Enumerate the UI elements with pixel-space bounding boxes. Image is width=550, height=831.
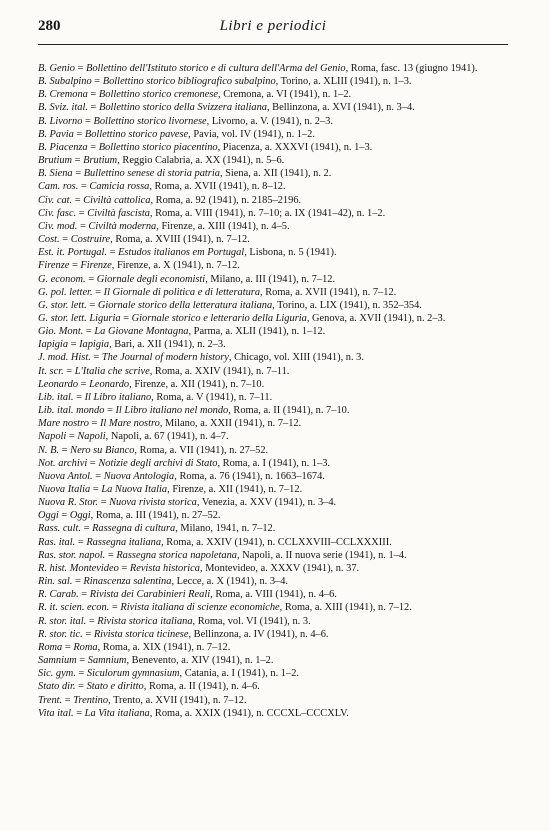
- periodical-entry: [38, 233, 514, 246]
- entry-separator: =: [59, 234, 71, 246]
- entry-details: , Roma, a. II (1941), n. 4–6.: [143, 681, 260, 693]
- entry-abbreviation: Iapigia: [38, 339, 69, 351]
- entry-details: , Bellinzona, a. IV (1941), n. 4–6.: [188, 628, 329, 640]
- periodical-entry: [38, 378, 514, 391]
- periodical-entry: [38, 417, 514, 430]
- entry-title: Bullettino senese di storia patria: [83, 168, 220, 180]
- entry-separator: =: [87, 457, 99, 469]
- periodical-entry: [38, 273, 514, 286]
- entry-abbreviation: B. Sviz. ital.: [38, 102, 88, 114]
- entry-details: , Roma, a. XVII (1941), n. 8–12.: [149, 181, 286, 193]
- entry-separator: =: [92, 470, 104, 482]
- entry-details: , Torino, a. XLIII (1941), n. 1–3.: [275, 76, 412, 88]
- periodical-entry: [38, 154, 514, 167]
- entry-title: Firenze: [80, 260, 112, 272]
- entry-separator: =: [62, 694, 74, 706]
- entry-details: , Milano, 1941, n. 7–12.: [175, 523, 276, 535]
- entry-details: , Roma, a. XIII (1941), n. 7–12.: [279, 602, 412, 614]
- entry-separator: =: [120, 312, 132, 324]
- periodical-entry: [38, 246, 514, 259]
- entry-separator: =: [76, 207, 88, 219]
- entry-separator: =: [82, 628, 94, 640]
- entry-abbreviation: Cam. ros.: [38, 181, 79, 193]
- entry-title: Giornale storico della letteratura italiana: [97, 299, 273, 311]
- entry-separator: =: [73, 391, 85, 403]
- entry-separator: =: [90, 352, 102, 364]
- periodical-entry: [38, 299, 514, 312]
- entry-separator: =: [85, 273, 97, 285]
- entry-title: Il Giornale di politica e di letteratura: [103, 286, 261, 298]
- entry-abbreviation: R. it. scien. econ.: [38, 602, 110, 614]
- entry-title: Roma: [73, 641, 98, 653]
- entry-title: Civiltà fascista: [87, 207, 150, 219]
- periodical-entry: [38, 220, 514, 233]
- entry-separator: =: [78, 589, 90, 601]
- entry-details: , Roma, a. 92 (1941), n. 2185–2196.: [150, 194, 302, 206]
- entry-abbreviation: Nuova R. Stor.: [38, 497, 99, 509]
- entry-separator: =: [76, 655, 88, 667]
- entry-title: Revista historica: [129, 562, 200, 574]
- entry-abbreviation: Leonardo: [38, 378, 79, 390]
- entry-separator: =: [59, 444, 71, 456]
- entry-title: Bollettino dell'Istituto storico e di cultura dell'Arma del Genio: [86, 63, 346, 74]
- entry-abbreviation: Samnium: [38, 655, 77, 667]
- entry-title: Rinascenza salentina: [83, 576, 172, 588]
- entry-abbreviation: Roma: [38, 641, 63, 653]
- entry-abbreviation: Trent.: [38, 694, 63, 706]
- periodical-entry: [38, 470, 514, 483]
- entry-details: , Torino, a. LIX (1941), n. 352–354.: [272, 299, 422, 311]
- entry-abbreviation: Est. it. Portugal.: [38, 247, 107, 259]
- entry-title: Il Libro italiano nel mondo: [115, 405, 229, 417]
- entry-abbreviation: B. Siena: [38, 168, 73, 180]
- periodical-entry: [38, 694, 514, 707]
- entry-abbreviation: Civ. mod.: [38, 220, 78, 232]
- entry-abbreviation: B. Livorno: [38, 115, 83, 127]
- entry-title: Nuova Antologia: [103, 470, 175, 482]
- entry-title: Il Libro italiano: [84, 391, 152, 403]
- entry-details: , Roma, a. XXIX (1941), n. CCCXL–CCCXLV.: [149, 707, 349, 719]
- entry-details: , Roma, a. XXIV (1941), n. CCLXXVIII–CCLXXXIII.: [161, 536, 392, 548]
- entry-abbreviation: B. Pavia: [38, 128, 74, 140]
- entry-separator: =: [73, 707, 85, 719]
- periodical-entry: [38, 325, 514, 338]
- entry-separator: =: [91, 76, 103, 88]
- entry-title: Il Mare nostro: [99, 418, 160, 430]
- entry-details: , Roma, a. I (1941), n. 1–3.: [217, 457, 330, 469]
- entry-details: , Lecce, a. X (1941), n. 3–4.: [171, 576, 289, 588]
- entry-separator: =: [88, 418, 100, 430]
- entry-abbreviation: Ras. stor. napol.: [38, 549, 106, 561]
- entry-details: , Bellinzona, a. XVI (1941), n. 3–4.: [266, 102, 415, 114]
- entry-abbreviation: Firenze: [38, 260, 70, 272]
- entry-title: Civiltà moderna: [88, 220, 157, 232]
- entry-separator: =: [72, 576, 84, 588]
- entry-separator: =: [104, 405, 116, 417]
- entry-abbreviation: Civ. fasc.: [38, 207, 77, 219]
- entry-abbreviation: Brutium: [38, 155, 73, 167]
- periodical-entry: [38, 522, 514, 535]
- periodical-entry: [38, 536, 514, 549]
- entry-title: Notizie degli archivi di Stato: [98, 457, 218, 469]
- entry-abbreviation: Lib. ital. mondo: [38, 405, 105, 417]
- entry-details: , Roma, a. 76 (1941), n. 1663–1674.: [174, 470, 325, 482]
- entry-title: Iapigia: [79, 339, 110, 351]
- entry-abbreviation: B. Genio: [38, 63, 75, 74]
- entry-abbreviation: Rass. cult.: [38, 523, 82, 535]
- periodical-entry: [38, 680, 514, 693]
- periodical-entry: [38, 259, 514, 272]
- entry-separator: =: [87, 102, 99, 114]
- entry-separator: =: [78, 378, 90, 390]
- entry-separator: =: [98, 497, 110, 509]
- entry-separator: =: [87, 141, 99, 153]
- periodical-entry: [38, 654, 514, 667]
- entry-details: , Bari, a. XII (1941), n. 2–3.: [109, 339, 226, 351]
- periodical-entry: [38, 575, 514, 588]
- entry-details: , Milano, a. III (1941), n. 7–12.: [205, 273, 336, 285]
- entry-details: , Roma, a. II (1941), n. 7–10.: [228, 405, 350, 417]
- periodical-entry: [38, 641, 514, 654]
- entry-separator: =: [74, 63, 86, 74]
- periodical-entry: [38, 615, 514, 628]
- entry-details: , Roma, a. VII (1941), n. 27–52.: [134, 444, 269, 456]
- entry-abbreviation: R. stor. ital.: [38, 615, 87, 627]
- entry-abbreviation: Napoli: [38, 431, 67, 443]
- entry-separator: =: [83, 326, 95, 338]
- periodical-entry: [38, 549, 514, 562]
- entry-title: Costruire: [70, 234, 111, 246]
- periodical-entry: [38, 483, 514, 496]
- entry-separator: =: [82, 115, 94, 127]
- entry-details: , Cremona, a. VI (1941), n. 1–2.: [218, 89, 352, 101]
- entry-details: , Firenze, a. XII (1941), n. 7–10.: [129, 378, 265, 390]
- periodical-entry: [38, 312, 514, 325]
- periodical-entry: [38, 444, 514, 457]
- periodical-entry: [38, 365, 514, 378]
- entry-separator: =: [75, 536, 87, 548]
- entry-title: Rivista storica italiana: [97, 615, 193, 627]
- entry-details: , Firenze, a. XIII (1941), n. 4–5.: [156, 220, 290, 232]
- entry-abbreviation: Not. archivi: [38, 457, 88, 469]
- entry-separator: =: [68, 339, 80, 351]
- entry-separator: =: [81, 523, 93, 535]
- header-rule: [38, 44, 508, 45]
- entry-title: Rivista storica ticinese: [93, 628, 189, 640]
- periodical-entry: [38, 115, 514, 128]
- periodical-entry: [38, 457, 514, 470]
- entry-abbreviation: Nuova Italia: [38, 484, 91, 495]
- entry-abbreviation: Lib. ital.: [38, 391, 74, 403]
- periodical-entry: [38, 194, 514, 207]
- entry-abbreviation: Sic. gym.: [38, 668, 76, 680]
- entry-title: Stato e diritto: [86, 681, 144, 693]
- running-title: Libri e periodici: [219, 18, 327, 34]
- entry-separator: =: [118, 562, 130, 574]
- entry-title: The Journal of modern history: [101, 352, 229, 364]
- entry-details: , Roma, a. III (1941), n. 27–52.: [90, 510, 221, 522]
- periodical-entry: [38, 601, 514, 614]
- entry-details: , Lisbona, n. 5 (1941).: [244, 247, 337, 259]
- entry-title: La Giovane Montagna: [94, 326, 189, 338]
- entry-title: Bollettino storico piacentino: [98, 141, 218, 153]
- entry-details: , Chicago, vol. XIII (1941), n. 3.: [228, 352, 364, 364]
- entry-abbreviation: B. Piacenza: [38, 141, 88, 153]
- periodical-entry: [38, 180, 514, 193]
- entry-details: , Venezia, a. XXV (1941), n. 3–4.: [196, 497, 337, 509]
- entry-title: Nero su Bianco: [70, 444, 135, 456]
- entry-abbreviation: Mare nostro: [38, 418, 89, 430]
- entry-details: , Firenze, a. X (1941), n. 7–12.: [111, 260, 240, 272]
- entry-details: , Milano, a. XXII (1941), n. 7–12.: [159, 418, 302, 430]
- periodical-entry: [38, 101, 514, 114]
- entry-abbreviation: Vita ital.: [38, 707, 74, 719]
- periodical-entry: [38, 338, 514, 351]
- page-header: [38, 18, 508, 40]
- entry-separator: =: [58, 510, 70, 522]
- entry-details: , Napoli, a. II nuova serie (1941), n. 1–4.: [236, 549, 407, 561]
- periodical-entry: [38, 391, 514, 404]
- entry-abbreviation: B. Subalpino: [38, 76, 92, 88]
- entry-title: Giornale storico e letterario della Liguria: [131, 312, 307, 324]
- periodical-entry: [38, 207, 514, 220]
- entry-separator: =: [63, 365, 75, 377]
- entry-abbreviation: G. pol. letter.: [38, 286, 93, 298]
- entry-separator: =: [62, 641, 74, 653]
- entry-abbreviation: B. Cremona: [38, 89, 88, 101]
- periodical-entry: [38, 167, 514, 180]
- entry-separator: =: [109, 602, 121, 614]
- entry-abbreviation: J. mod. Hist.: [38, 352, 91, 364]
- entry-details: , Piacenza, a. XXXVI (1941), n. 1–3.: [217, 141, 373, 153]
- entry-title: Siculorum gymnasium: [86, 668, 180, 680]
- entry-details: , Napoli, a. 67 (1941), n. 4–7.: [105, 431, 229, 443]
- entry-separator: =: [86, 615, 98, 627]
- entry-separator: =: [77, 220, 89, 232]
- entry-details: , Pavia, vol. IV (1941), n. 1–2.: [188, 128, 315, 140]
- entry-details: , Roma, a. XVII (1941), n. 7–12.: [260, 286, 397, 298]
- entry-details: , Roma, a. V (1941), n. 7–11.: [151, 391, 273, 403]
- entry-details: , Benevento, a. XIV (1941), n. 1–2.: [126, 655, 274, 667]
- entry-title: Samnium: [87, 655, 127, 667]
- entry-title: Giornale degli economisti: [96, 273, 206, 285]
- entry-title: Napoli: [77, 431, 106, 443]
- entry-details: , Montevideo, a. XXXV (1941), n. 37.: [200, 562, 360, 574]
- entry-abbreviation: Oggi: [38, 510, 59, 522]
- entry-abbreviation: It. scr.: [38, 365, 64, 377]
- entry-separator: =: [75, 668, 87, 680]
- periodical-entry: [38, 141, 514, 154]
- entry-details: , Firenze, a. XII (1941), n. 7–12.: [167, 484, 303, 495]
- periodical-entry: [38, 588, 514, 601]
- entry-details: , Livorno, a. V. (1941), n. 2–3.: [206, 115, 333, 127]
- periodical-entry: [38, 351, 514, 364]
- periodical-entry: [38, 128, 514, 141]
- entry-title: Civiltà cattolica: [83, 194, 151, 206]
- entry-details: , Parma, a. XLII (1941), n. 1–12.: [188, 326, 326, 338]
- entry-details: , Siena, a. XII (1941), n. 2.: [219, 168, 332, 180]
- entry-separator: =: [86, 299, 98, 311]
- periodical-entry: [38, 496, 514, 509]
- entry-title: Brutium: [83, 155, 118, 167]
- entry-separator: =: [78, 181, 90, 193]
- entry-title: Nuova rivista storica: [109, 497, 197, 509]
- entry-title: Bollettino storico bibliografico subalpino: [102, 76, 276, 88]
- entry-abbreviation: Ras. ital.: [38, 536, 76, 548]
- entry-details: , Genova, a. XVII (1941), n. 2–3.: [306, 312, 446, 324]
- entry-abbreviation: G. econom.: [38, 273, 86, 285]
- entry-separator: =: [69, 260, 81, 272]
- entry-title: L'Italia che scrive: [74, 365, 150, 377]
- periodical-entry: [38, 707, 514, 720]
- entry-abbreviation: R. Carab.: [38, 589, 79, 601]
- entry-title: Bollettino storico livornese: [93, 115, 207, 127]
- entry-separator: =: [72, 155, 84, 167]
- entry-title: Rivista italiana di scienze economiche: [120, 602, 280, 614]
- entry-separator: =: [105, 549, 117, 561]
- entry-abbreviation: G. stor. lett. Liguria: [38, 312, 121, 324]
- entry-abbreviation: R. stor. tic.: [38, 628, 83, 640]
- entry-separator: =: [75, 681, 87, 693]
- entry-title: Rassegna italiana: [86, 536, 162, 548]
- periodical-entry: [38, 88, 514, 101]
- entry-abbreviation: G. stor. lett.: [38, 299, 87, 311]
- periodical-entry: [38, 667, 514, 680]
- periodical-entry: [38, 75, 514, 88]
- entry-separator: =: [90, 484, 102, 495]
- entry-details: , Reggio Calabria, a. XX (1941), n. 5–6.: [117, 155, 285, 167]
- entry-title: Camicia rossa: [89, 181, 150, 193]
- entry-title: Oggi: [69, 510, 91, 522]
- entry-title: La Nuova Italia: [101, 484, 168, 495]
- entry-title: Bollettino storico cremonese: [98, 89, 218, 101]
- entry-separator: =: [87, 89, 99, 101]
- entry-separator: =: [66, 431, 78, 443]
- entry-title: La Vita italiana: [84, 707, 150, 719]
- entry-title: Trentino: [73, 694, 109, 706]
- entry-separator: =: [72, 194, 84, 206]
- periodical-entry: [38, 430, 514, 443]
- entry-abbreviation: Nuova Antol.: [38, 470, 93, 482]
- entry-title: Leonardo: [89, 378, 130, 390]
- entry-title: Bollettino storico pavese: [84, 128, 189, 140]
- entry-details: , Catania, a. I (1941), n. 1–2.: [179, 668, 299, 680]
- periodical-entry: [38, 628, 514, 641]
- entry-title: Rassegna storica napoletana: [116, 549, 237, 561]
- periodical-entry: [38, 509, 514, 522]
- entry-details: , Roma, a. XVIII (1941), n. 7–12.: [110, 234, 250, 246]
- entry-abbreviation: Gio. Mont.: [38, 326, 84, 338]
- entry-details: , Roma, a. VIII (1941), n. 4–6.: [210, 589, 337, 601]
- entry-separator: =: [73, 128, 85, 140]
- entry-separator: =: [107, 247, 119, 259]
- entry-title: Bollettino storico della Svizzera italiana: [99, 102, 267, 114]
- entry-details: , Roma, a. XXIV (1941), n. 7–11.: [149, 365, 290, 377]
- entry-details: , Roma, fasc. 13 (giugno 1941).: [345, 63, 478, 74]
- entry-details: , Trento, a. XVII (1941), n. 7–12.: [108, 694, 247, 706]
- entry-separator: =: [92, 286, 104, 298]
- page-number: 280: [38, 18, 61, 34]
- entry-title: Rivista dei Carabinieri Reali: [89, 589, 211, 601]
- periodical-entry: [38, 62, 514, 75]
- entry-separator: =: [72, 168, 84, 180]
- periodical-entry: [38, 286, 514, 299]
- entry-details: , Roma, a. VIII (1941), n. 7–10; a. IX (1941–42), n. 1–2.: [149, 207, 386, 219]
- entry-abbreviation: Cost.: [38, 234, 60, 246]
- entry-title: Rassegna di cultura: [92, 523, 176, 535]
- entry-abbreviation: R. hist. Montevideo: [38, 562, 119, 574]
- entry-details: , Roma, a. XIX (1941), n. 7–12.: [97, 641, 231, 653]
- entry-abbreviation: N. B.: [38, 444, 60, 456]
- periodical-entry: [38, 562, 514, 575]
- entry-abbreviation: Civ. cat.: [38, 194, 73, 206]
- entry-abbreviation: Stato dir.: [38, 681, 76, 693]
- entry-title: Estudos italianos em Portugal: [118, 247, 245, 259]
- periodical-entry: [38, 404, 514, 417]
- periodical-list: [38, 62, 514, 720]
- entry-details: , Roma, vol. VI (1941), n. 3.: [192, 615, 311, 627]
- entry-abbreviation: Rin. sal.: [38, 576, 73, 588]
